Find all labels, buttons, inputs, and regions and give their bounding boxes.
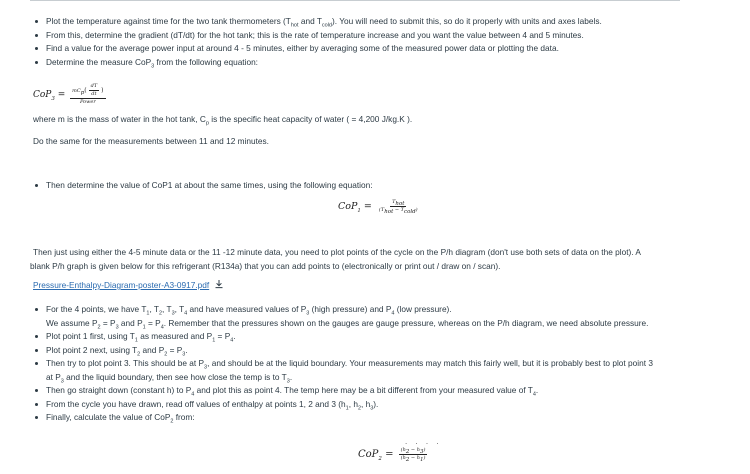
list-item: For the 4 points, we have $T_1$, $T_2$, $T_3$, $T_4$ and have measured values of $P_3$ (high pressure) and $P_4$ (low pressure). bbox=[46, 303, 750, 317]
pdf-file-link[interactable]: Pressure-Enthalpy-Diagram-poster-A3-0917.pdf bbox=[33, 280, 210, 290]
ellipsis: . . . . bbox=[405, 437, 442, 446]
list-item: Then go straight down (constant h) to $P_4$ and plot this as point 4. The temp here may be a bit different from your measured value of $T_4$. bbox=[46, 384, 750, 398]
equation-cop1: CoP$_1$ = $\frac{T_{hot}}{(T_{hot} - T_{cold})}$ bbox=[338, 199, 418, 215]
list-item-continuation: We assume $P_2 = P_3$ and $P_1 = P_4$. Remember that the pressures shown on the gauges are gauge pressure, whereas on the P/h diagram, we need absolute pressure. bbox=[46, 317, 649, 331]
list-item: Then try to plot point 3. This should be at $P_3$, and should be at the liquid boundary. Your measurements may match this fairly well, but it is probably best to plot point 3 bbox=[46, 357, 750, 371]
equation-fraction: $\frac{(h_2 - h_3)}{(h_2 - h_1)}$ bbox=[400, 447, 426, 463]
list-item: Plot point 1 first, using $T_1$ as measured and $P_1 = P_4$. bbox=[46, 330, 750, 344]
list-item: Then determine the value of CoP1 at about the same times, using the following equation: bbox=[46, 179, 750, 193]
download-icon[interactable] bbox=[214, 279, 224, 289]
equation-cop2: CoP$_2$ = $\frac{(h_2 - h_3)}{(h_2 - h_1)}$ bbox=[358, 447, 426, 463]
equation-cop3: CoP$_3$ = $mC_p$( $\frac{dT}{dt}$ ) Power bbox=[33, 83, 104, 105]
list-item: Plot point 2 next, using $T_2$ and $P_2 = P_3$. bbox=[46, 344, 750, 358]
same-measurements-text: Do the same for the measurements between 11 and 12 minutes. bbox=[33, 136, 269, 146]
list-item-continuation: at $P_3$ and the liquid boundary, then see how close the temp is to $T_3$. bbox=[46, 371, 293, 385]
list-item: From this, determine the gradient (dT/dt) for the hot tank; this is the rate of temperature increase and you want the value between 4 and 5 minutes. bbox=[46, 29, 750, 43]
list-item: From the cycle you have drawn, read off values of enthalpy at points 1, 2 and 3 ($h_1$, $h_2$, $h_3$). bbox=[46, 398, 750, 412]
instructions-list-b bbox=[0, 179, 750, 193]
where-text: where m is the mass of water in the hot tank, $C_p$ is the specific heat capacity of water ( = 4,200 J/kg.K ). bbox=[33, 114, 413, 127]
list-item: Find a value for the average power input at around 4 - 5 minutes, either by averaging some of the measured power data or plotting the data. bbox=[46, 42, 750, 56]
list-item: Determine the measure CoP$_3$ from the following equation: bbox=[46, 56, 750, 70]
instructions-list-c bbox=[0, 303, 750, 425]
top-divider bbox=[30, 0, 680, 1]
list-item: Plot the temperature against time for the two tank thermometers ($T_{hot}$ and $T_{cold}$). You will need to submit this, so do it properly with units and axes labels. bbox=[46, 15, 750, 29]
instructions-list-a bbox=[0, 15, 750, 69]
ph-diagram-paragraph: Then just using either the 4-5 minute data or the 11 -12 minute data, you need to plot points of the cycle on the P/h diagram (don't use both sets of data on the plot). A blank P/h graph is given below for this refrigerant (R134a) that you can add points to (electronically or print out / draw on / scan). bbox=[30, 247, 641, 271]
file-attachment bbox=[33, 279, 224, 293]
equation-fraction: $\frac{T_{hot}}{(T_{hot} - T_{cold})}$ bbox=[378, 199, 418, 215]
list-item: Finally, calculate the value of CoP$_2$ from: bbox=[46, 411, 750, 425]
equation-fraction: $mC_p$( $\frac{dT}{dt}$ ) Power bbox=[72, 83, 104, 105]
